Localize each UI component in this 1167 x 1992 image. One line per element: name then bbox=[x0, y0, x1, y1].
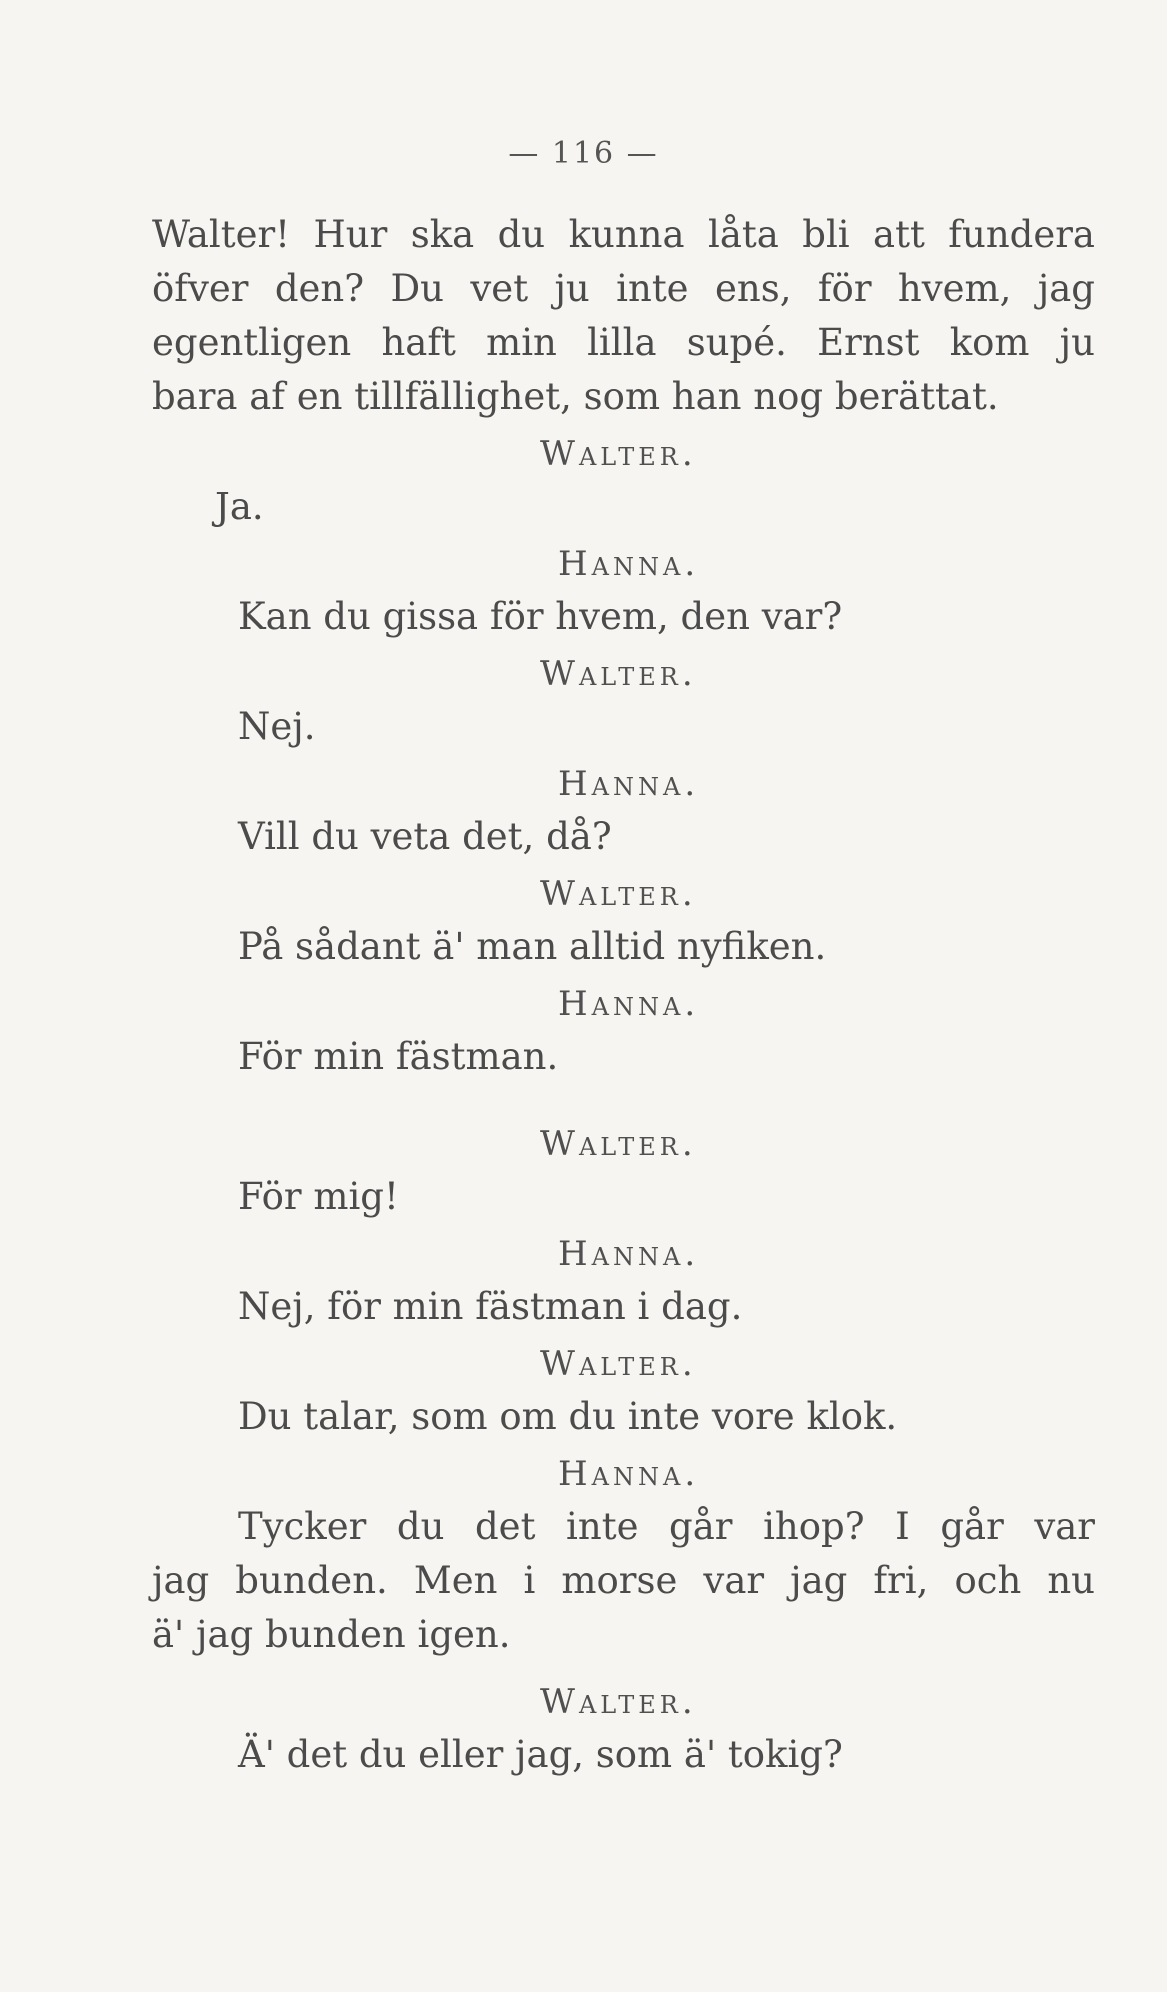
dialogue-line: Ä' det du eller jag, som ä' tokig? bbox=[238, 1733, 843, 1776]
text-line: egentligen haft min lilla supé. Ernst kom ju bbox=[152, 321, 1095, 364]
dialogue-line: Vill du veta det, då? bbox=[238, 815, 612, 858]
text-line: öfver den? Du vet ju inte ens, för hvem, jag bbox=[152, 267, 1095, 310]
speaker-name: Walter. bbox=[540, 1682, 697, 1722]
speaker-name: Hanna. bbox=[558, 1234, 700, 1274]
dialogue-line: jag bunden. Men i morse var jag fri, och nu bbox=[152, 1559, 1095, 1602]
speaker-name: Hanna. bbox=[558, 1454, 700, 1494]
dialogue-line: För mig! bbox=[238, 1175, 399, 1218]
dialogue-line: Du talar, som om du inte vore klok. bbox=[238, 1395, 898, 1438]
speaker-name: Walter. bbox=[540, 1124, 697, 1164]
speaker-name: Walter. bbox=[540, 874, 697, 914]
speaker-name: Hanna. bbox=[558, 544, 700, 584]
dialogue-line: Tycker du det inte går ihop? I går var bbox=[238, 1505, 1095, 1548]
speaker-name: Hanna. bbox=[558, 764, 700, 804]
dialogue-line: På sådant ä' man alltid nyfiken. bbox=[238, 925, 827, 968]
text-line: bara af en tillfällighet, som han nog berättat. bbox=[152, 375, 999, 418]
dialogue-line: För min fästman. bbox=[238, 1035, 559, 1078]
speaker-name: Hanna. bbox=[558, 984, 700, 1024]
page-number: — 116 — bbox=[508, 136, 659, 171]
speaker-name: Walter. bbox=[540, 1344, 697, 1384]
speaker-name: Walter. bbox=[540, 434, 697, 474]
text-line: Walter! Hur ska du kunna låta bli att fundera bbox=[152, 213, 1095, 256]
speaker-name: Walter. bbox=[540, 654, 697, 694]
dialogue-line: Ja. bbox=[215, 485, 264, 528]
dialogue-line: Nej. bbox=[238, 705, 316, 748]
dialogue-line: Nej, för min fästman i dag. bbox=[238, 1285, 743, 1328]
dialogue-line: ä' jag bunden igen. bbox=[152, 1613, 511, 1656]
dialogue-line: Kan du gissa för hvem, den var? bbox=[238, 595, 843, 638]
